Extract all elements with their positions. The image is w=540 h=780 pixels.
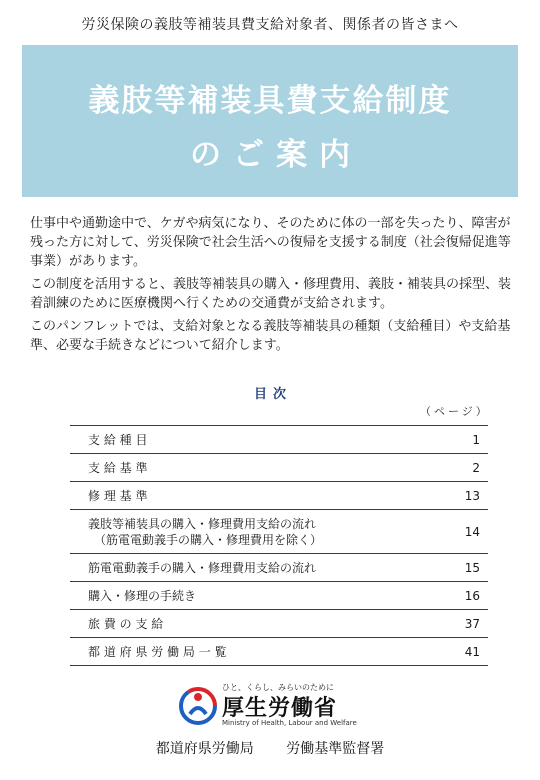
logo-english: Ministry of Health, Labour and Welfare <box>222 719 357 727</box>
audience-line: 労災保険の義肢等補装具費支給対象者、関係者の皆さまへ <box>81 17 459 33</box>
title-banner <box>22 45 518 197</box>
toc-item-label: 支 給 基 準 <box>88 460 148 475</box>
toc-item-label: 都 道 府 県 労 働 局 一 覧 <box>88 644 227 659</box>
toc-item-page: 16 <box>464 588 480 603</box>
toc-row <box>70 510 488 554</box>
intro-paragraph: このパンフレットでは、支給対象となる義肢等補装具の種類（支給種目）や支給基準、必要な手続きなどについて紹介します。 <box>30 319 511 353</box>
intro-paragraph: 仕事中や通勤途中で、ケガや病気になり、そのために体の一部を失ったり、障害が残った方に対して、労災保険で社会生活への復帰を支援する制度（社会復帰促進等事業）があります。 <box>30 216 511 269</box>
toc-item-page: 37 <box>464 616 480 631</box>
toc-row <box>70 426 488 454</box>
toc-item-label: 旅 費 の 支 給 <box>88 616 164 631</box>
toc-item-page: 14 <box>464 524 480 539</box>
toc-row <box>70 454 488 482</box>
table-of-contents <box>70 425 488 666</box>
toc-row <box>70 582 488 610</box>
intro-text <box>30 214 520 359</box>
banner-title-line2: のご案内 <box>190 137 362 173</box>
toc-item-page: 1 <box>472 432 480 447</box>
toc-item-label: 義肢等補装具の購入・修理費用支給の流れ （筋電電動義手の購入・修理費用を除く） <box>88 516 323 547</box>
toc-row <box>70 610 488 638</box>
toc-row <box>70 638 488 666</box>
toc-row <box>70 482 488 510</box>
toc-item-page: 2 <box>472 460 480 475</box>
toc-pages-label: （ページ） <box>420 405 490 418</box>
footer-issuers: 都道府県労働局 労働基準監督署 <box>155 741 385 757</box>
toc-item-page: 13 <box>464 488 480 503</box>
toc-item-label: 支 給 種 目 <box>88 432 148 447</box>
intro-paragraph: この制度を活用すると、義肢等補装具の購入・修理費用、義肢・補装具の採型、装着訓練のために医療機関へ行くための交通費が支給されます。 <box>30 277 512 311</box>
logo-name: 厚生労働省 <box>222 696 338 721</box>
logo-tagline: ひと、くらし、みらいのために <box>222 683 334 692</box>
toc-item-label: 筋電電動義手の購入・修理費用支給の流れ <box>88 560 317 575</box>
toc-row <box>70 554 488 582</box>
toc-item-label: 修 理 基 準 <box>88 488 148 503</box>
toc-item-label: 購入・修理の手続き <box>88 588 197 603</box>
mhlw-logo-icon <box>178 686 218 726</box>
mhlw-logo <box>170 682 370 730</box>
banner-title-line1: 義肢等補装具費支給制度 <box>88 83 452 119</box>
toc-title: 目次 <box>253 387 292 402</box>
toc-item-page: 41 <box>464 644 480 659</box>
toc-item-page: 15 <box>464 560 480 575</box>
